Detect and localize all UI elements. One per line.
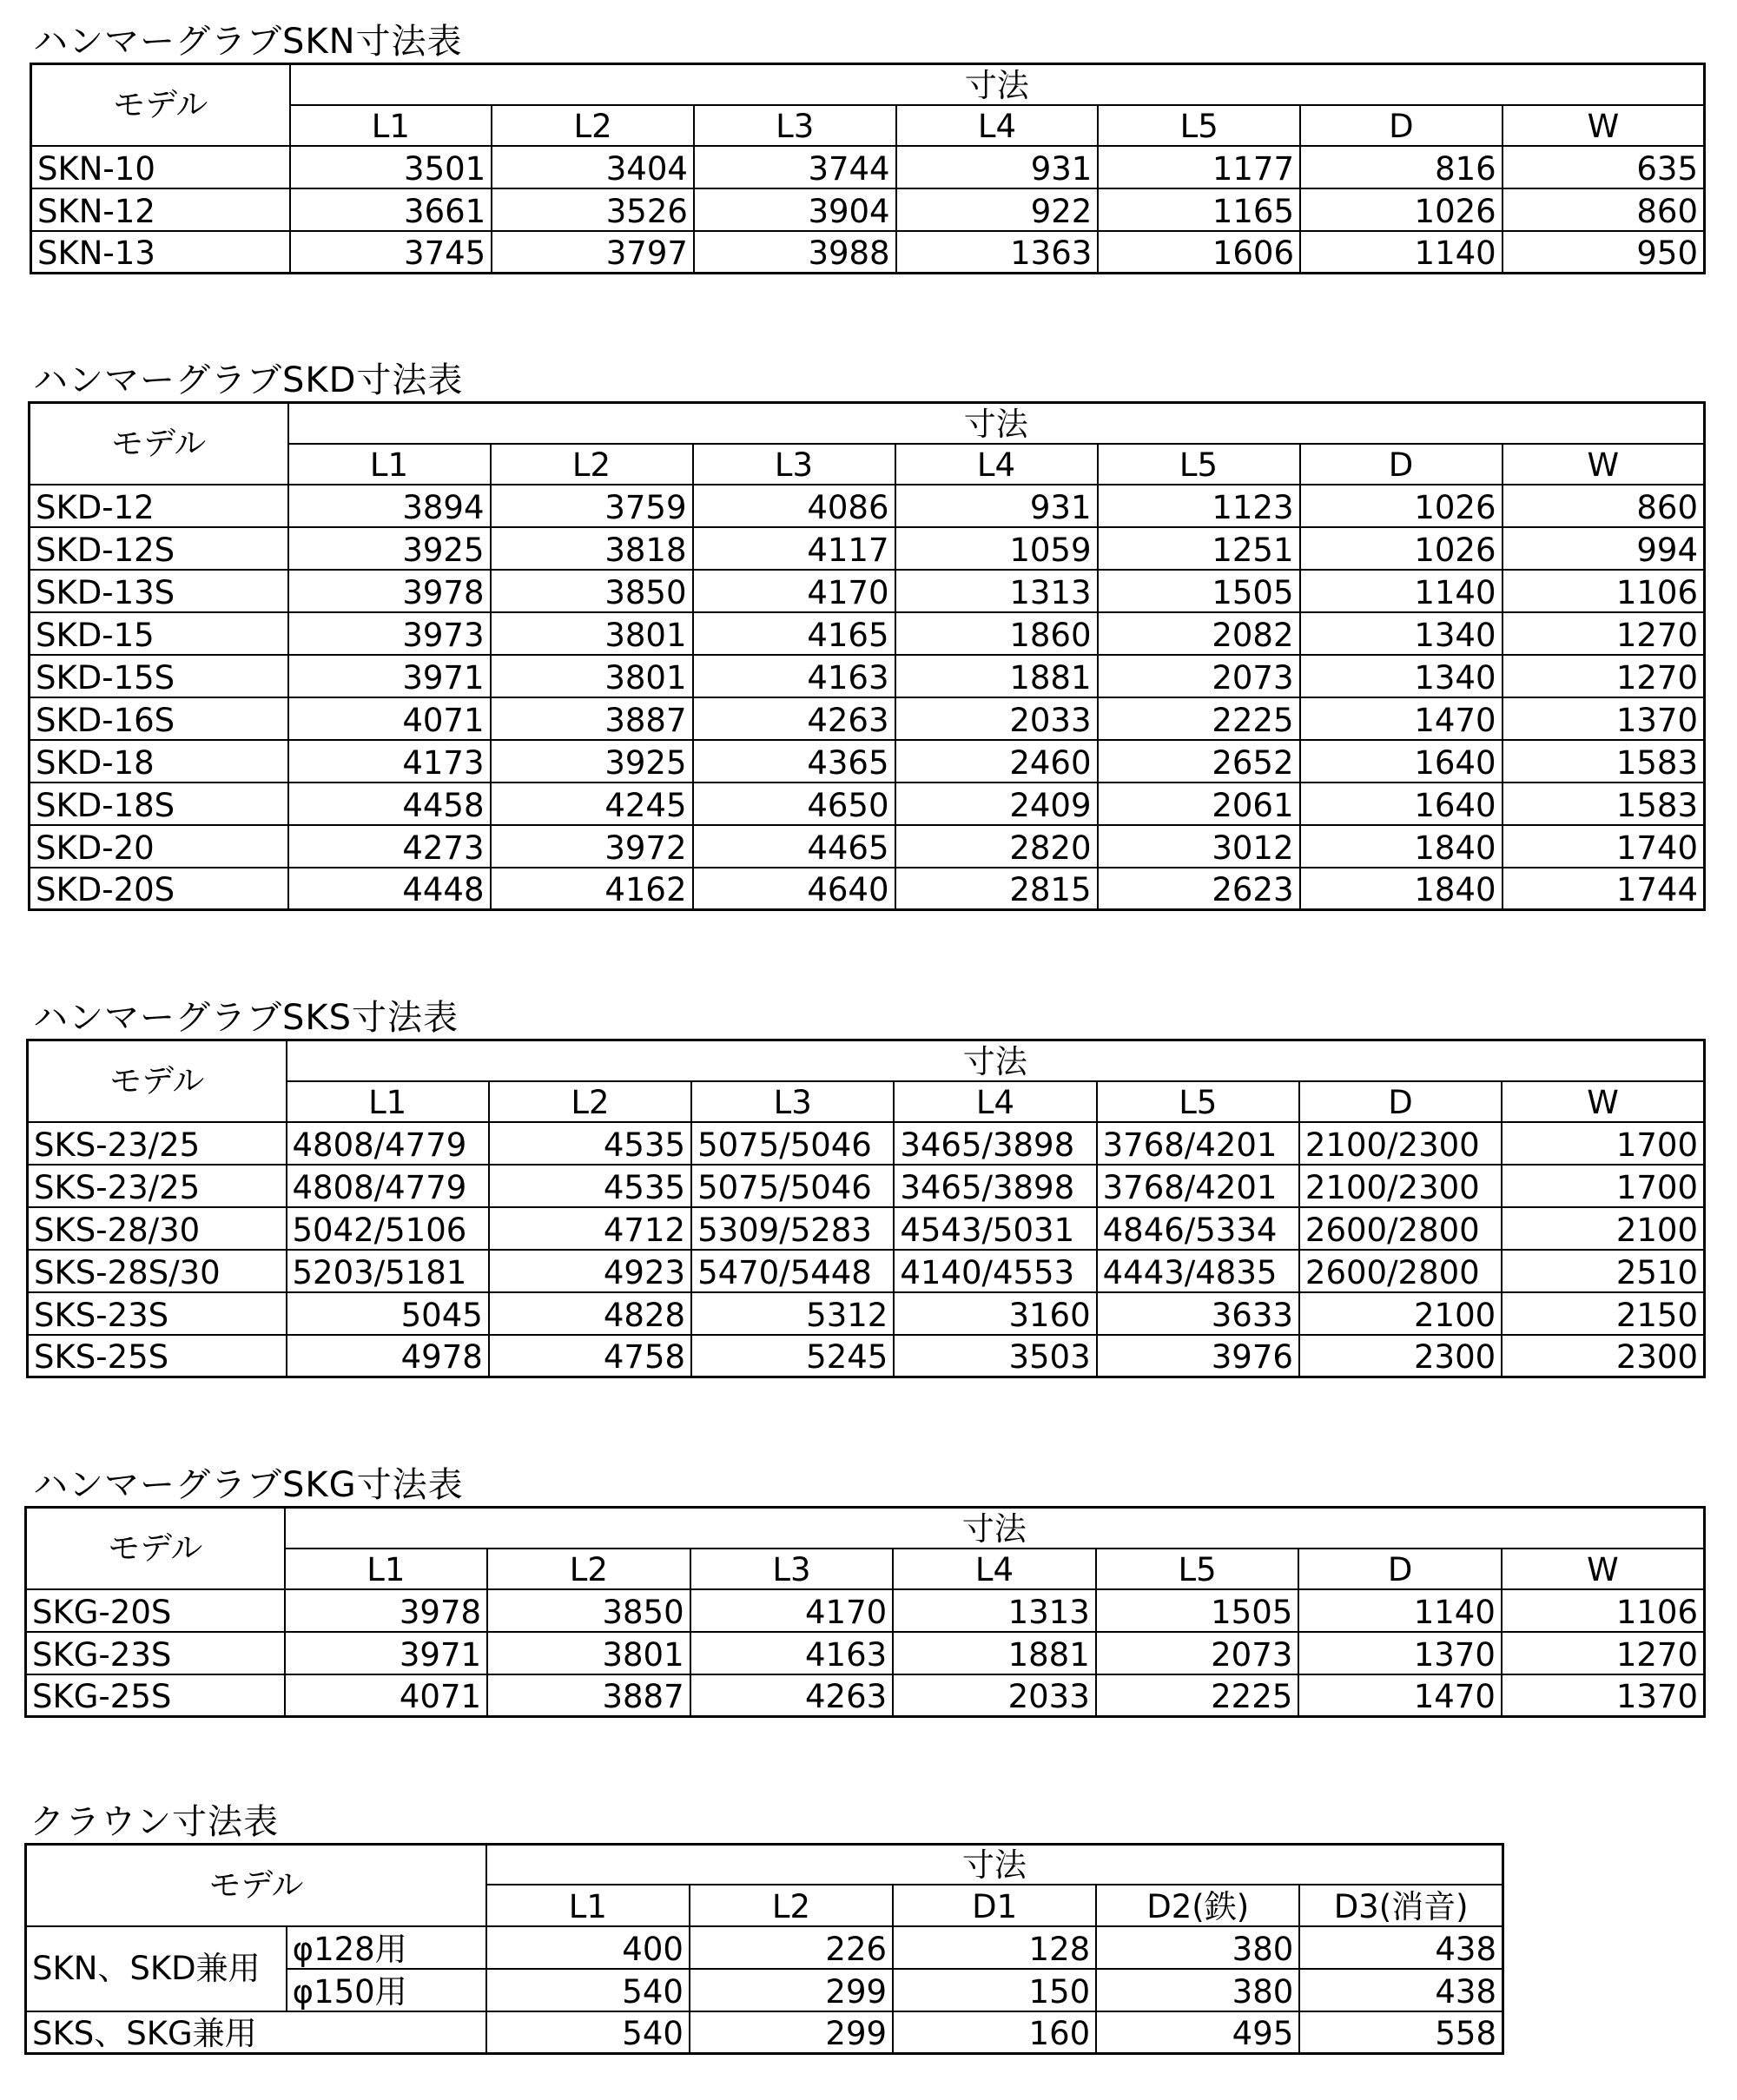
table-cell: 5309/5283	[691, 1207, 894, 1250]
table-cell: 4163	[690, 1632, 894, 1674]
table-cell: 558	[1299, 2011, 1503, 2054]
table-row	[30, 740, 1705, 783]
table-cell: 226	[690, 1926, 893, 1969]
model-cell: SKS-28/30	[28, 1207, 287, 1250]
table-cell: 2225	[1098, 697, 1300, 740]
table-cell: 3988	[694, 231, 896, 274]
table-cell: 1026	[1300, 188, 1503, 231]
table-cell: 1470	[1298, 1674, 1502, 1717]
table-cell: 1313	[895, 570, 1098, 612]
column-header: L2	[489, 1081, 691, 1122]
model-cell: SKS-23/25	[28, 1122, 287, 1165]
sub-row-label: φ150用	[287, 1969, 486, 2011]
table-cell: 4273	[288, 825, 491, 868]
dim-table	[30, 63, 1706, 274]
table-cell: 3904	[694, 188, 896, 231]
table-cell: 1140	[1298, 1589, 1502, 1632]
table-cell: 1606	[1098, 231, 1300, 274]
section-title: ハンマーグラブSKS寸法表	[33, 998, 459, 1038]
table-cell: 635	[1503, 146, 1705, 188]
table-cell: 1270	[1503, 612, 1705, 655]
table-row	[30, 612, 1705, 655]
table-cell: 3501	[290, 146, 492, 188]
table-cell: 3744	[694, 146, 896, 188]
table-cell: 2100	[1502, 1207, 1704, 1250]
table-row	[28, 1165, 1705, 1207]
table-cell: 4808/4779	[287, 1122, 489, 1165]
column-header: L1	[288, 444, 491, 485]
table-row	[30, 868, 1705, 910]
model-cell: SKD-18S	[30, 783, 288, 825]
dim-table	[28, 401, 1706, 911]
table-cell: 1026	[1300, 527, 1503, 570]
column-header: L1	[486, 1885, 690, 1926]
column-header: D1	[893, 1885, 1096, 1926]
table-cell: 1881	[893, 1632, 1096, 1674]
row-label: SKS、SKG兼用	[26, 2011, 486, 2054]
table-cell: 2460	[895, 740, 1098, 783]
column-header: L3	[691, 1081, 894, 1122]
model-cell: SKS-23S	[28, 1292, 287, 1335]
table-cell: 1860	[895, 612, 1098, 655]
table-cell: 4140/4553	[894, 1250, 1096, 1292]
table-cell: 2225	[1096, 1674, 1299, 1717]
model-cell: SKG-25S	[26, 1674, 285, 1717]
table-row	[28, 1207, 1705, 1250]
table-cell: 1700	[1502, 1122, 1704, 1165]
table-cell: 3850	[487, 1589, 690, 1632]
table-cell: 3012	[1098, 825, 1300, 868]
table-cell: 3894	[288, 485, 491, 527]
table-cell: 5042/5106	[287, 1207, 489, 1250]
table-cell: 2300	[1299, 1335, 1502, 1377]
table-cell: 3925	[288, 527, 491, 570]
table-row	[30, 527, 1705, 570]
table-cell: 4163	[693, 655, 895, 697]
table-row	[31, 146, 1705, 188]
table-cell: 3801	[491, 612, 693, 655]
table-cell: 1640	[1300, 783, 1503, 825]
table-cell: 1251	[1098, 527, 1300, 570]
table-cell: 1370	[1298, 1632, 1502, 1674]
model-cell: SKD-15	[30, 612, 288, 655]
table-cell: 4170	[693, 570, 895, 612]
section-title: ハンマーグラブSKN寸法表	[33, 22, 463, 62]
table-cell: 3818	[491, 527, 693, 570]
table-cell: 3978	[288, 570, 491, 612]
table-cell: 1140	[1300, 231, 1503, 274]
table-cell: 4443/4835	[1097, 1250, 1299, 1292]
table-cell: 2033	[895, 697, 1098, 740]
table-cell: 380	[1096, 1926, 1299, 1969]
crown-table	[24, 1843, 1504, 2055]
column-header: L2	[491, 444, 693, 485]
column-header: L3	[694, 105, 896, 146]
table-cell: 4640	[693, 868, 895, 910]
table-cell: 1313	[893, 1589, 1096, 1632]
table-cell: 2815	[895, 868, 1098, 910]
table-cell: 2100/2300	[1299, 1165, 1502, 1207]
table-cell: 4365	[693, 740, 895, 783]
table-row	[30, 825, 1705, 868]
table-cell: 3971	[285, 1632, 488, 1674]
table-cell: 3465/3898	[894, 1122, 1096, 1165]
model-header: モデル	[26, 1508, 285, 1589]
column-header: L2	[492, 105, 694, 146]
column-header: L3	[690, 1549, 894, 1589]
table-cell: 4543/5031	[894, 1207, 1096, 1250]
table-cell: 1123	[1098, 485, 1300, 527]
table-cell: 860	[1503, 188, 1705, 231]
table-cell: 540	[486, 2011, 690, 2054]
table-cell: 3526	[492, 188, 694, 231]
section-title: ハンマーグラブSKD寸法表	[33, 360, 464, 400]
sub-row-label: φ128用	[287, 1926, 486, 1969]
table-cell: 5203/5181	[287, 1250, 489, 1292]
table-cell: 3759	[491, 485, 693, 527]
table-cell: 2300	[1502, 1335, 1704, 1377]
model-cell: SKN-13	[31, 231, 290, 274]
table-cell: 1106	[1503, 570, 1705, 612]
table-cell: 1700	[1502, 1165, 1704, 1207]
model-cell: SKD-12S	[30, 527, 288, 570]
table-cell: 2652	[1098, 740, 1300, 783]
table-cell: 816	[1300, 146, 1503, 188]
table-cell: 4465	[693, 825, 895, 868]
table-cell: 2409	[895, 783, 1098, 825]
column-header: L2	[690, 1885, 893, 1926]
table-cell: 1270	[1502, 1632, 1705, 1674]
table-row	[30, 570, 1705, 612]
table-cell: 3887	[491, 697, 693, 740]
table-cell: 931	[896, 146, 1099, 188]
table-cell: 1270	[1503, 655, 1705, 697]
table-cell: 3850	[491, 570, 693, 612]
table-cell: 3503	[894, 1335, 1096, 1377]
table-cell: 931	[895, 485, 1098, 527]
column-header: L4	[894, 1081, 1096, 1122]
table-row	[31, 188, 1705, 231]
table-cell: 5045	[287, 1292, 489, 1335]
model-cell: SKD-20	[30, 825, 288, 868]
table-cell: 2623	[1098, 868, 1300, 910]
table-cell: 2073	[1096, 1632, 1299, 1674]
table-row	[30, 783, 1705, 825]
table-cell: 4758	[489, 1335, 691, 1377]
table-cell: 3925	[491, 740, 693, 783]
table-cell: 2073	[1098, 655, 1300, 697]
table-row	[28, 1292, 1705, 1335]
table-cell: 3801	[491, 655, 693, 697]
table-row	[28, 1122, 1705, 1165]
table-cell: 3404	[492, 146, 694, 188]
table-row	[30, 655, 1705, 697]
table-cell: 1470	[1300, 697, 1503, 740]
model-cell: SKS-25S	[28, 1335, 287, 1377]
table-cell: 4245	[491, 783, 693, 825]
table-cell: 3797	[492, 231, 694, 274]
group-header: 寸法	[285, 1508, 1705, 1549]
column-header: L1	[285, 1549, 488, 1589]
column-header: D3(消音)	[1299, 1885, 1503, 1926]
column-header: L2	[487, 1549, 690, 1589]
table-cell: 1363	[896, 231, 1099, 274]
table-cell: 4117	[693, 527, 895, 570]
table-cell: 4712	[489, 1207, 691, 1250]
column-header: W	[1503, 444, 1705, 485]
table-row	[26, 1632, 1705, 1674]
model-header: モデル	[28, 1040, 287, 1122]
table-cell: 1640	[1300, 740, 1503, 783]
table-cell: 1370	[1503, 697, 1705, 740]
table-cell: 4808/4779	[287, 1165, 489, 1207]
model-cell: SKN-10	[31, 146, 290, 188]
model-cell: SKS-23/25	[28, 1165, 287, 1207]
table-cell: 3971	[288, 655, 491, 697]
table-cell: 4535	[489, 1122, 691, 1165]
table-cell: 3801	[487, 1632, 690, 1674]
table-cell: 1059	[895, 527, 1098, 570]
table-cell: 128	[893, 1926, 1096, 1969]
table-cell: 3972	[491, 825, 693, 868]
model-cell: SKD-20S	[30, 868, 288, 910]
table-cell: 922	[896, 188, 1099, 231]
model-cell: SKN-12	[31, 188, 290, 231]
table-cell: 4263	[690, 1674, 894, 1717]
column-header: L4	[893, 1549, 1096, 1589]
table-cell: 380	[1096, 1969, 1299, 2011]
table-cell: 1177	[1098, 146, 1300, 188]
column-header: W	[1503, 105, 1705, 146]
table-cell: 4978	[287, 1335, 489, 1377]
table-cell: 3160	[894, 1292, 1096, 1335]
table-cell: 2150	[1502, 1292, 1704, 1335]
table-cell: 4535	[489, 1165, 691, 1207]
model-cell: SKD-13S	[30, 570, 288, 612]
table-row	[26, 1589, 1705, 1632]
column-header: L5	[1097, 1081, 1299, 1122]
model-cell: SKG-23S	[26, 1632, 285, 1674]
table-cell: 5075/5046	[691, 1122, 894, 1165]
table-cell: 160	[893, 2011, 1096, 2054]
table-cell: 3978	[285, 1589, 488, 1632]
table-cell: 4263	[693, 697, 895, 740]
table-cell: 2600/2800	[1299, 1207, 1502, 1250]
table-cell: 4923	[489, 1250, 691, 1292]
model-cell: SKD-18	[30, 740, 288, 783]
table-cell: 4162	[491, 868, 693, 910]
dim-table	[26, 1039, 1706, 1378]
table-cell: 860	[1503, 485, 1705, 527]
model-header: モデル	[26, 1845, 486, 1926]
dim-table	[24, 1506, 1706, 1718]
table-cell: 3887	[487, 1674, 690, 1717]
table-cell: 495	[1096, 2011, 1299, 2054]
table-cell: 1840	[1300, 825, 1503, 868]
table-cell: 1340	[1300, 612, 1503, 655]
column-header: L5	[1098, 105, 1300, 146]
column-header: L4	[895, 444, 1098, 485]
column-header: D	[1300, 444, 1503, 485]
table-cell: 3976	[1097, 1335, 1299, 1377]
column-header: D2(鉄)	[1096, 1885, 1299, 1926]
model-header: モデル	[30, 403, 288, 485]
table-cell: 994	[1503, 527, 1705, 570]
table-cell: 3633	[1097, 1292, 1299, 1335]
table-cell: 4086	[693, 485, 895, 527]
model-cell: SKD-16S	[30, 697, 288, 740]
table-cell: 2100	[1299, 1292, 1502, 1335]
table-cell: 2061	[1098, 783, 1300, 825]
table-cell: 150	[893, 1969, 1096, 2011]
table-row	[28, 1335, 1705, 1377]
table-row	[26, 1674, 1705, 1717]
table-cell: 4170	[690, 1589, 894, 1632]
table-cell: 4165	[693, 612, 895, 655]
table-cell: 4173	[288, 740, 491, 783]
table-cell: 2510	[1502, 1250, 1704, 1292]
table-cell: 1370	[1502, 1674, 1705, 1717]
column-header: D	[1300, 105, 1503, 146]
table-row	[30, 697, 1705, 740]
column-header: D	[1298, 1549, 1502, 1589]
model-cell: SKG-20S	[26, 1589, 285, 1632]
group-header: 寸法	[287, 1040, 1705, 1081]
model-cell: SKD-12	[30, 485, 288, 527]
table-cell: 5470/5448	[691, 1250, 894, 1292]
table-cell: 3465/3898	[894, 1165, 1096, 1207]
table-cell: 1744	[1503, 868, 1705, 910]
model-cell: SKS-28S/30	[28, 1250, 287, 1292]
table-cell: 299	[690, 1969, 893, 2011]
table-cell: 4071	[285, 1674, 488, 1717]
table-row	[28, 1250, 1705, 1292]
table-cell: 2820	[895, 825, 1098, 868]
model-header: モデル	[31, 64, 290, 146]
table-cell: 4846/5334	[1097, 1207, 1299, 1250]
column-header: W	[1502, 1549, 1705, 1589]
table-cell: 1165	[1098, 188, 1300, 231]
table-cell: 4828	[489, 1292, 691, 1335]
table-row	[31, 231, 1705, 274]
table-cell: 950	[1503, 231, 1705, 274]
group-header: 寸法	[288, 403, 1705, 444]
table-cell: 1505	[1098, 570, 1300, 612]
table-cell: 1840	[1300, 868, 1503, 910]
table-cell: 3745	[290, 231, 492, 274]
table-cell: 5245	[691, 1335, 894, 1377]
column-header: L4	[896, 105, 1099, 146]
table-cell: 1026	[1300, 485, 1503, 527]
column-header: L1	[287, 1081, 489, 1122]
group-header: 寸法	[486, 1845, 1503, 1885]
table-cell: 4071	[288, 697, 491, 740]
model-cell: SKD-15S	[30, 655, 288, 697]
group-row-label: SKN、SKD兼用	[26, 1926, 287, 2011]
table-cell: 1505	[1096, 1589, 1299, 1632]
column-header: W	[1502, 1081, 1704, 1122]
table-cell: 5312	[691, 1292, 894, 1335]
table-cell: 540	[486, 1969, 690, 2011]
column-header: L3	[693, 444, 895, 485]
table-cell: 1106	[1502, 1589, 1705, 1632]
table-cell: 3768/4201	[1097, 1122, 1299, 1165]
table-cell: 1583	[1503, 783, 1705, 825]
table-cell: 4650	[693, 783, 895, 825]
table-cell: 438	[1299, 1969, 1503, 2011]
column-header: L5	[1096, 1549, 1299, 1589]
table-row	[30, 485, 1705, 527]
table-cell: 299	[690, 2011, 893, 2054]
column-header: L1	[290, 105, 492, 146]
group-header: 寸法	[290, 64, 1705, 105]
table-cell: 3661	[290, 188, 492, 231]
table-cell: 4458	[288, 783, 491, 825]
table-cell: 2600/2800	[1299, 1250, 1502, 1292]
table-cell: 3973	[288, 612, 491, 655]
section-title: ハンマーグラブSKG寸法表	[33, 1465, 464, 1505]
column-header: D	[1299, 1081, 1502, 1122]
table-cell: 2082	[1098, 612, 1300, 655]
table-cell: 1740	[1503, 825, 1705, 868]
table-cell: 438	[1299, 1926, 1503, 1969]
table-cell: 2033	[893, 1674, 1096, 1717]
table-cell: 3768/4201	[1097, 1165, 1299, 1207]
table-cell: 1583	[1503, 740, 1705, 783]
table-cell: 5075/5046	[691, 1165, 894, 1207]
column-header: L5	[1098, 444, 1300, 485]
table-cell: 4448	[288, 868, 491, 910]
table-cell: 2100/2300	[1299, 1122, 1502, 1165]
section-title: クラウン寸法表	[30, 1802, 279, 1842]
table-cell: 1140	[1300, 570, 1503, 612]
table-cell: 1340	[1300, 655, 1503, 697]
table-cell: 1881	[895, 655, 1098, 697]
table-cell: 400	[486, 1926, 690, 1969]
